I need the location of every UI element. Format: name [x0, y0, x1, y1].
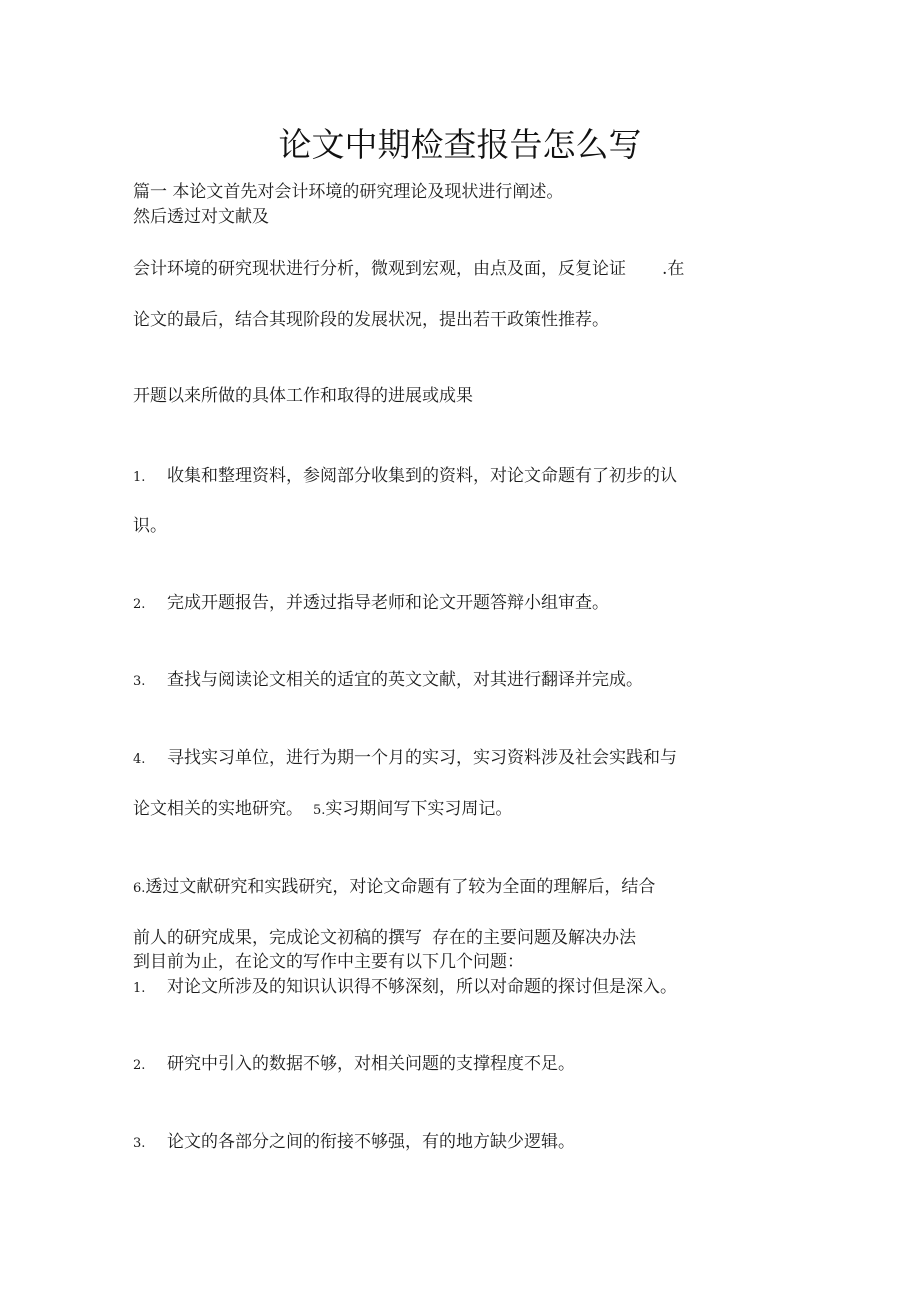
item-number: 3.	[133, 674, 146, 689]
intro-line-2: 然后透过对文献及	[133, 207, 269, 227]
item-text: 完成开题报告，并透过指导老师和论文开题答辩小组审查。	[167, 593, 609, 613]
progress-heading: 开题以来所做的具体工作和取得的进展或成果	[133, 386, 473, 406]
problem-item-3	[133, 1130, 575, 1156]
item-text: 收集和整理资料，参阅部分收集到的资料，对论文命题有了初步的认	[167, 466, 677, 486]
item-text: 寻找实习单位，进行为期一个月的实习，实习资料涉及社会实践和与	[167, 748, 677, 768]
item-text: 论文的各部分之间的衔接不够强，有的地方缺少逻辑。	[167, 1132, 575, 1152]
progress-item-4	[133, 746, 677, 772]
item-number: 5.	[313, 803, 326, 818]
progress-item-1	[133, 464, 677, 490]
problems-intro: 到目前为止，在论文的写作中主要有以下几个问题：	[133, 952, 524, 972]
intro-line-3-tail: .在	[662, 259, 685, 279]
problems-heading: 存在的主要问题及解决办法	[432, 928, 636, 948]
item-number: 2.	[133, 1058, 146, 1073]
item-number: 3.	[133, 1136, 146, 1151]
page-title: 论文中期检查报告怎么写	[278, 125, 642, 164]
progress-item-1-cont: 识。	[133, 516, 167, 536]
intro-line-3-text: 会计环境的研究现状进行分析，微观到宏观，由点及面，反复论证	[133, 259, 626, 279]
item-number: 4.	[133, 752, 146, 767]
item-text: 实习期间写下实习周记。	[325, 799, 513, 819]
progress-item-6	[133, 875, 655, 901]
progress-item-2	[133, 591, 609, 617]
item-text: 论文相关的实地研究。	[133, 799, 303, 819]
item-number: 2.	[133, 597, 146, 612]
item-text: 对论文所涉及的知识认识得不够深刻，所以对命题的探讨但是深入。	[167, 977, 677, 997]
progress-item-6-cont	[133, 926, 636, 950]
intro-line-4: 论文的最后，结合其现阶段的发展状况，提出若干政策性推荐。	[133, 310, 609, 330]
problem-item-2	[133, 1052, 575, 1078]
item-number: 1.	[133, 981, 146, 996]
intro-line-1: 篇一 本论文首先对会计环境的研究理论及现状进行阐述。	[133, 182, 564, 202]
problem-item-1	[133, 975, 677, 1001]
item-text: 透过文献研究和实践研究，对论文命题有了较为全面的理解后，结合	[145, 877, 656, 897]
item-text: 前人的研究成果，完成论文初稿的撰写	[133, 928, 422, 948]
progress-item-4-cont	[133, 797, 512, 823]
item-number: 6.	[133, 881, 146, 896]
progress-item-3	[133, 668, 643, 694]
intro-line-3	[133, 257, 684, 281]
item-text: 研究中引入的数据不够，对相关问题的支撑程度不足。	[167, 1054, 575, 1074]
item-text: 查找与阅读论文相关的适宜的英文文献，对其进行翻译并完成。	[167, 670, 643, 690]
item-number: 1.	[133, 470, 146, 485]
